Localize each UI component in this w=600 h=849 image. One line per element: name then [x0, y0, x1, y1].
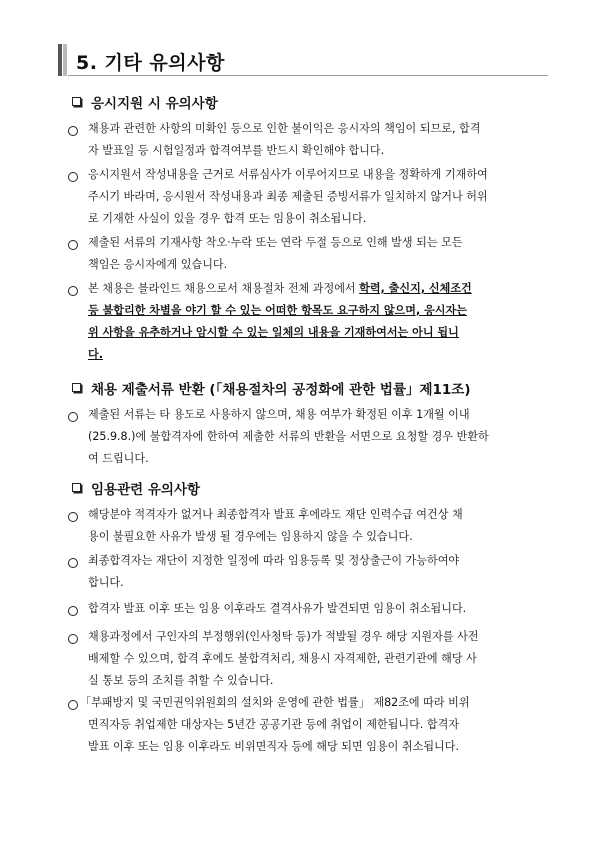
item-text-line: 로 기재한 사실이 있을 경우 합격 또는 임용이 취소됩니다.: [88, 212, 367, 225]
item-text-line: [88, 282, 472, 296]
square-bullet-icon: [72, 383, 81, 392]
section-heading-text: 채용 제출서류 반환 (「채용절차의 공정화에 관한 법률」제11조): [91, 382, 471, 398]
item-text-line: 해당분야 적격자가 없거나 최종합격자 발표 후에라도 재단 인력수급 여건상 채: [88, 508, 463, 521]
item-text-line: 실 통보 등의 조치를 취할 수 있습니다.: [88, 674, 274, 687]
title-underline: [68, 75, 548, 76]
item-text-line: 책임은 응시자에게 있습니다.: [88, 258, 228, 271]
item-text-line: 면직자등 취업제한 대상자는 5년간 공공기관 등에 취업이 제한됩니다. 합격자: [88, 718, 460, 731]
circle-bullet-icon: [68, 634, 78, 644]
circle-bullet-icon: [68, 700, 78, 710]
section-heading-document-return: [72, 378, 471, 398]
circle-bullet-icon: [68, 126, 78, 136]
item-text-line: 합격자 발표 이후 또는 임용 이후라도 결격사유가 발견되면 임용이 취소됩니다.: [88, 602, 467, 615]
section-heading-appointment: [72, 478, 200, 498]
circle-bullet-icon: [68, 512, 78, 522]
item-text-line: 최종합격자는 재단이 지정한 일정에 따라 임용등록 및 정상출근이 가능하여야: [88, 554, 460, 567]
item-text-line: 용이 불필요한 사유가 발생 될 경우에는 임용하지 않을 수 있습니다.: [88, 530, 413, 543]
circle-bullet-icon: [68, 606, 78, 616]
section-heading-application: [72, 92, 218, 112]
circle-bullet-icon: [68, 412, 78, 422]
square-bullet-icon: [72, 483, 81, 492]
item-text-line: 채용과 관련한 사항의 미확인 등으로 인한 불이익은 응시자의 책임이 되므로, 합격: [88, 122, 481, 135]
circle-bullet-icon: [68, 172, 78, 182]
item-text-line: 제출된 서류의 기재사항 착오·누락 또는 연락 두절 등으로 인해 발생 되는 모든: [88, 236, 463, 249]
item-text-line: 주시기 바라며, 응시원서 작성내용과 최종 제출된 증빙서류가 일치하지 않거나 허위: [88, 190, 488, 203]
item-text-emphasis-line: 등 불합리한 차별을 야기 할 수 있는 어떠한 항목도 요구하지 않으며, 응시자는: [88, 304, 467, 317]
item-text-line: 발표 이후 또는 임용 이후라도 비위면직자 등에 해당 되면 임용이 취소됩니다.: [88, 740, 460, 753]
item-text-line: 여 드립니다.: [88, 452, 149, 465]
section-heading-text: 응시지원 시 유의사항: [91, 96, 218, 112]
title-accent-bar-light: [63, 44, 67, 76]
item-text-emphasis-line: 다.: [88, 348, 103, 361]
circle-bullet-icon: [68, 286, 78, 296]
item-text-line: 채용과정에서 구인자의 부정행위(인사청탁 등)가 적발될 경우 해당 지원자를 사전: [88, 630, 479, 643]
section-title-block: [58, 44, 548, 76]
circle-bullet-icon: [68, 558, 78, 568]
item-text-plain: 본 채용은 블라인드 채용으로서 채용절차 전체 과정에서: [88, 282, 360, 295]
item-text-line: 배제할 수 있으며, 합격 후에도 불합격처리, 채용시 자격제한, 관련기관에 해당 사: [88, 652, 477, 665]
section-heading-text: 임용관련 유의사항: [91, 482, 201, 498]
item-text-emphasis-line: 위 사항을 유추하거나 암시할 수 있는 일체의 내용을 기재하여서는 아니 됩니: [88, 326, 459, 339]
item-text-line: 합니다.: [88, 576, 124, 589]
item-text-line: (25.9.8.)에 불합격자에 한하여 제출한 서류의 반환을 서면으로 요청할 경우 반환하: [88, 430, 489, 443]
item-text-line: 「부패방지 및 국민권익위원회의 설치와 운영에 관한 법률」 제82조에 따라 비위: [80, 696, 470, 709]
item-text-line: 응시지원서 작성내용을 근거로 서류심사가 이루어지므로 내용을 정확하게 기재하여: [88, 168, 488, 181]
item-text-emphasis: 학력, 출신지, 신체조건: [359, 282, 472, 295]
item-text-line: 제출된 서류는 타 용도로 사용하지 않으며, 채용 여부가 확정된 이후 1개월 이내: [88, 408, 470, 421]
circle-bullet-icon: [68, 240, 78, 250]
item-text-line: 자 발표일 등 시험일정과 합격여부를 반드시 확인해야 합니다.: [88, 144, 385, 157]
page-title: 5. 기타 유의사항: [76, 52, 225, 74]
square-bullet-icon: [72, 97, 81, 106]
title-accent-bar-dark: [58, 44, 62, 76]
